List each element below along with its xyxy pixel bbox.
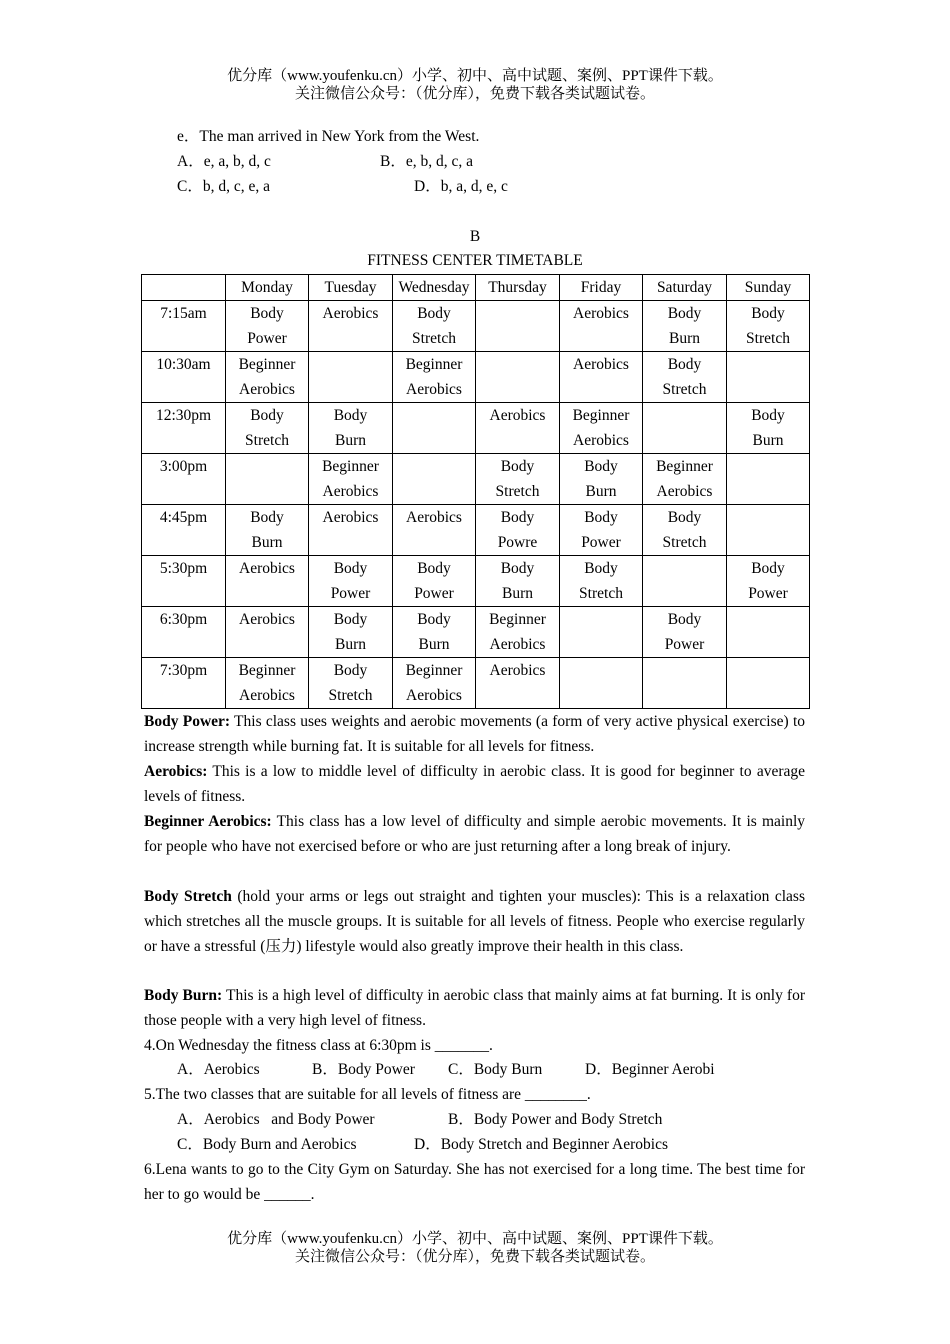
class-cell (727, 403, 810, 454)
class-cell-line: Body (584, 560, 618, 577)
class-cell-line (727, 352, 809, 377)
timetable-row (142, 505, 810, 556)
class-cell (309, 607, 393, 658)
day-header: Sunday (727, 275, 810, 301)
class-cell-line (393, 403, 475, 428)
class-cell (727, 658, 810, 709)
desc-text: This class uses weights and aerobic movements (a form of very active physical exercise) to increase strength while burning fat. It is suitable for all levels for fitness. (144, 713, 806, 755)
class-cell (309, 505, 393, 556)
time-cell: 10:30am (142, 352, 226, 403)
desc-term: Aerobics: (144, 763, 208, 780)
timetable-row (142, 352, 810, 403)
class-cell-line: Body (751, 407, 785, 424)
class-cell-line: Aerobics (489, 636, 546, 653)
class-cell-line (560, 607, 642, 632)
class-cell (226, 658, 309, 709)
class-cell-line: Aerobics (406, 509, 462, 526)
class-cell (309, 454, 393, 505)
class-cell-line (476, 352, 559, 377)
prev-option-a: A．e, a, b, d, c (177, 153, 271, 170)
class-cell (226, 454, 309, 505)
class-cell-line (727, 454, 809, 479)
class-cell-line: Aerobics (573, 305, 629, 322)
q4-option-b: B．Body Power (312, 1061, 415, 1078)
class-cell-line: Power (748, 585, 788, 602)
class-cell (560, 403, 643, 454)
timetable-title: FITNESS CENTER TIMETABLE (367, 252, 583, 269)
class-cell-line (727, 479, 809, 504)
class-cell-line: Burn (502, 585, 533, 602)
class-cell-line: Aerobics (489, 662, 546, 679)
prev-option-c: C．b, d, c, e, a (177, 178, 270, 195)
class-cell-line: Body (417, 560, 451, 577)
class-cell (560, 556, 643, 607)
class-cell-line: Beginner (656, 458, 713, 475)
timetable-row (142, 556, 810, 607)
page-footer (0, 1230, 950, 1266)
desc-text: This is a high level of difficulty in aerobic class that mainly aims at fat burning. It is only for those people with a very high level of fitness. (144, 987, 805, 1029)
class-cell-line (727, 530, 809, 555)
q4-stem: 4.On Wednesday the fitness class at 6:30pm is _______. (144, 1037, 493, 1054)
class-cell (643, 658, 727, 709)
class-cell-line: Stretch (579, 585, 623, 602)
footer-line-2: 关注微信公众号：（优分库），免费下载各类试题试卷。 (294, 1249, 655, 1265)
time-cell: 4:45pm (142, 505, 226, 556)
class-cell-line: Power (247, 330, 287, 347)
class-cell (727, 607, 810, 658)
class-cell-line (560, 683, 642, 708)
q4-option-d: D．Beginner Aerobi (585, 1061, 715, 1078)
class-cell-line: Power (664, 636, 705, 653)
timetable (141, 274, 810, 709)
class-cell-line: Aerobics (239, 381, 295, 398)
class-cell (560, 352, 643, 403)
desc-body-power (144, 709, 805, 759)
prev-option-b: B．e, b, d, c, a (380, 153, 473, 170)
class-cell-line (643, 658, 726, 683)
time-cell: 12:30pm (142, 403, 226, 454)
class-cell (476, 454, 560, 505)
q5-stem: 5.The two classes that are suitable for all levels of fitness are ________. (144, 1086, 591, 1103)
class-cell-line: Body (333, 407, 368, 424)
class-cell (476, 556, 560, 607)
class-cell-line: Body (667, 509, 702, 526)
class-cell-line: Body (333, 611, 368, 628)
class-cell (226, 403, 309, 454)
class-cell (226, 505, 309, 556)
class-cell-line (643, 556, 726, 581)
class-cell-line (643, 428, 726, 453)
class-cell (393, 454, 476, 505)
class-cell-line (309, 352, 392, 377)
class-cell-line: Burn (752, 432, 784, 449)
class-cell-line: Burn (335, 636, 366, 653)
class-cell-line: Body (250, 305, 284, 322)
timetable-row (142, 607, 810, 658)
day-header: Tuesday (309, 275, 393, 301)
class-cell-line (226, 454, 308, 479)
time-cell: 3:00pm (142, 454, 226, 505)
class-cell-line (393, 479, 475, 504)
class-cell (226, 607, 309, 658)
class-cell (476, 352, 560, 403)
class-cell (476, 505, 560, 556)
class-cell-line (727, 377, 809, 402)
class-cell-line: Stretch (746, 330, 790, 347)
class-cell (309, 556, 393, 607)
class-cell-line: Body (751, 305, 785, 322)
class-cell-line: Aerobics (489, 407, 546, 424)
class-cell (393, 556, 476, 607)
class-cell-line (476, 326, 559, 351)
class-cell-line: Stretch (412, 330, 456, 347)
q4-option-a: A．Aerobics (177, 1061, 260, 1078)
class-cell-line: Aerobics (239, 560, 295, 577)
class-cell-line (727, 607, 809, 632)
class-cell (560, 505, 643, 556)
class-cell (476, 658, 560, 709)
q4-option-c: C．Body Burn (448, 1061, 543, 1078)
class-cell-line: Beginner (405, 356, 463, 373)
desc-body-burn (144, 983, 805, 1033)
class-cell-line: Beginner (238, 356, 296, 373)
class-cell-line (560, 377, 642, 402)
class-cell-line: Body (333, 560, 368, 577)
class-cell (393, 403, 476, 454)
class-cell (727, 352, 810, 403)
time-cell: 7:15am (142, 301, 226, 352)
class-cell-line (476, 428, 559, 453)
class-cell-line (727, 683, 809, 708)
day-header: Monday (226, 275, 309, 301)
class-cell-line (309, 326, 392, 351)
class-cell-line: Aerobics (239, 687, 295, 704)
class-cell-line: Body (250, 407, 284, 424)
time-cell: 6:30pm (142, 607, 226, 658)
q5-option-a: A．Aerobics and Body Power (177, 1111, 375, 1128)
class-cell (727, 301, 810, 352)
class-cell-line: Stretch (662, 381, 707, 398)
class-cell-line: Power (330, 585, 371, 602)
class-cell (393, 505, 476, 556)
q5-option-b: B．Body Power and Body Stretch (448, 1111, 663, 1128)
class-cell (476, 607, 560, 658)
class-cell-line: Beginner (489, 611, 546, 628)
class-cell (727, 505, 810, 556)
prev-item-e: e．The man arrived in New York from the West. (177, 128, 480, 145)
class-cell (560, 607, 643, 658)
class-cell-line: Body (417, 305, 451, 322)
q6-stem: 6.Lena wants to go to the City Gym on Saturday. She has not exercised for a long time. The best time for her to go would be ______. (144, 1161, 805, 1203)
class-cell-line: Aerobics (406, 687, 462, 704)
class-cell-line: Body (333, 662, 368, 679)
class-cell-line: Stretch (662, 534, 707, 551)
class-cell-line: Powre (497, 534, 538, 551)
desc-term: Body Stretch (144, 888, 232, 905)
timetable-header-row (142, 275, 810, 301)
timetable-row (142, 454, 810, 505)
desc-term: Body Burn: (144, 987, 223, 1004)
class-cell-line: Burn (418, 636, 450, 653)
class-cell-line (727, 505, 809, 530)
class-cell (727, 454, 810, 505)
footer-line-1: 优分库（www.youfenku.cn）小学、初中、高中试题、案例、PPT课件下载。 (227, 1231, 723, 1247)
desc-beginner-aerobics (144, 809, 805, 859)
class-cell-line: Body (500, 560, 535, 577)
class-cell-line (226, 479, 308, 504)
q5-option-d: D．Body Stretch and Beginner Aerobics (414, 1136, 668, 1153)
class-cell (560, 301, 643, 352)
class-cell (643, 454, 727, 505)
class-cell (476, 403, 560, 454)
class-cell-line: Body (667, 305, 702, 322)
class-cell (643, 607, 727, 658)
class-cell-line: Burn (669, 330, 700, 347)
class-cell-line (476, 301, 559, 326)
desc-aerobics (144, 759, 805, 809)
class-cell (393, 607, 476, 658)
class-cell-line: Burn (335, 432, 366, 449)
desc-term: Body Power: (144, 713, 231, 730)
class-cell (560, 454, 643, 505)
class-cell-line: Aerobics (239, 611, 295, 628)
class-cell-line (226, 581, 308, 606)
class-cell (309, 403, 393, 454)
class-cell-line (560, 326, 642, 351)
corner-cell (142, 275, 226, 301)
timetable-row (142, 403, 810, 454)
class-cell (643, 352, 727, 403)
timetable-row (142, 658, 810, 709)
desc-text: (hold your arms or legs out straight and tighten your muscles): This is a relaxation class which stretches all the muscle groups. It is suitable for all levels of fitness. People who exercise regularly or have a stressful (压力) lifestyle would also greatly improve their health in this class. (144, 888, 805, 955)
class-cell-line: Stretch (328, 687, 373, 704)
section-letter: B (469, 228, 481, 245)
class-cell-line: Beginner (405, 662, 463, 679)
class-cell (643, 556, 727, 607)
class-cell-line: Body (250, 509, 284, 526)
class-cell-line (309, 530, 392, 555)
desc-term: Beginner Aerobics: (144, 813, 272, 830)
class-cell-line (643, 683, 726, 708)
prev-option-d: D．b, a, d, e, c (414, 178, 508, 195)
class-cell (643, 301, 727, 352)
class-cell (476, 301, 560, 352)
day-header: Wednesday (393, 275, 476, 301)
day-header: Friday (560, 275, 643, 301)
class-cell-line: Beginner (572, 407, 630, 424)
class-cell-line (393, 530, 475, 555)
class-cell (393, 352, 476, 403)
class-cell-line (309, 377, 392, 402)
class-cell (226, 352, 309, 403)
day-header: Thursday (476, 275, 560, 301)
class-cell-line (393, 454, 475, 479)
class-cell-line: Aerobics (573, 432, 629, 449)
class-cell-line (226, 632, 308, 657)
class-cell (727, 556, 810, 607)
desc-text: This is a low to middle level of difficulty in aerobic class. It is good for beginner to average levels of fitness. (144, 763, 805, 805)
class-cell-line: Stretch (495, 483, 540, 500)
class-cell-line (560, 632, 642, 657)
class-cell-line: Aerobics (656, 483, 713, 500)
class-cell (226, 556, 309, 607)
class-cell (309, 352, 393, 403)
class-cell-line (643, 581, 726, 606)
class-cell (309, 301, 393, 352)
class-cell-line (476, 377, 559, 402)
class-cell-line: Power (581, 534, 621, 551)
class-cell-line: Beginner (322, 458, 379, 475)
class-cell-line: Power (414, 585, 454, 602)
class-cell-line: Beginner (238, 662, 296, 679)
class-cell-line: Body (751, 560, 785, 577)
class-cell (393, 658, 476, 709)
class-cell-line: Body (584, 458, 618, 475)
page-header (0, 67, 950, 103)
q5-option-c: C．Body Burn and Aerobics (177, 1136, 357, 1153)
class-cell (309, 658, 393, 709)
desc-text: This class has a low level of difficulty and simple aerobic movements. It is mainly for people who have not exercised before or who are just returning after a long break of injury. (144, 813, 806, 855)
class-cell-line (727, 632, 809, 657)
class-cell-line (393, 428, 475, 453)
class-cell-line: Body (667, 611, 702, 628)
class-cell (560, 658, 643, 709)
class-cell-line (476, 683, 559, 708)
class-cell-line: Aerobics (406, 381, 462, 398)
class-cell (643, 505, 727, 556)
header-line-2: 关注微信公众号：（优分库），免费下载各类试题试卷。 (294, 86, 655, 102)
class-cell-line: Aerobics (322, 483, 379, 500)
class-cell (226, 301, 309, 352)
class-cell-line: Aerobics (573, 356, 629, 373)
class-cell (643, 403, 727, 454)
class-cell-line: Aerobics (322, 509, 379, 526)
time-cell: 7:30pm (142, 658, 226, 709)
time-cell: 5:30pm (142, 556, 226, 607)
class-cell (393, 301, 476, 352)
day-header: Saturday (643, 275, 727, 301)
class-cell-line: Body (417, 611, 451, 628)
class-cell-line (727, 658, 809, 683)
class-cell-line: Stretch (245, 432, 289, 449)
class-cell-line (643, 403, 726, 428)
class-cell-line: Aerobics (322, 305, 379, 322)
class-cell-line: Burn (585, 483, 617, 500)
class-cell-line: Body (667, 356, 702, 373)
class-cell-line: Body (500, 509, 535, 526)
header-line-1: 优分库（www.youfenku.cn）小学、初中、高中试题、案例、PPT课件下载。 (227, 68, 723, 84)
class-cell-line: Burn (251, 534, 283, 551)
class-cell-line: Body (500, 458, 535, 475)
desc-body-stretch (144, 884, 805, 959)
timetable-row (142, 301, 810, 352)
class-cell-line (560, 658, 642, 683)
class-cell-line: Body (584, 509, 618, 526)
